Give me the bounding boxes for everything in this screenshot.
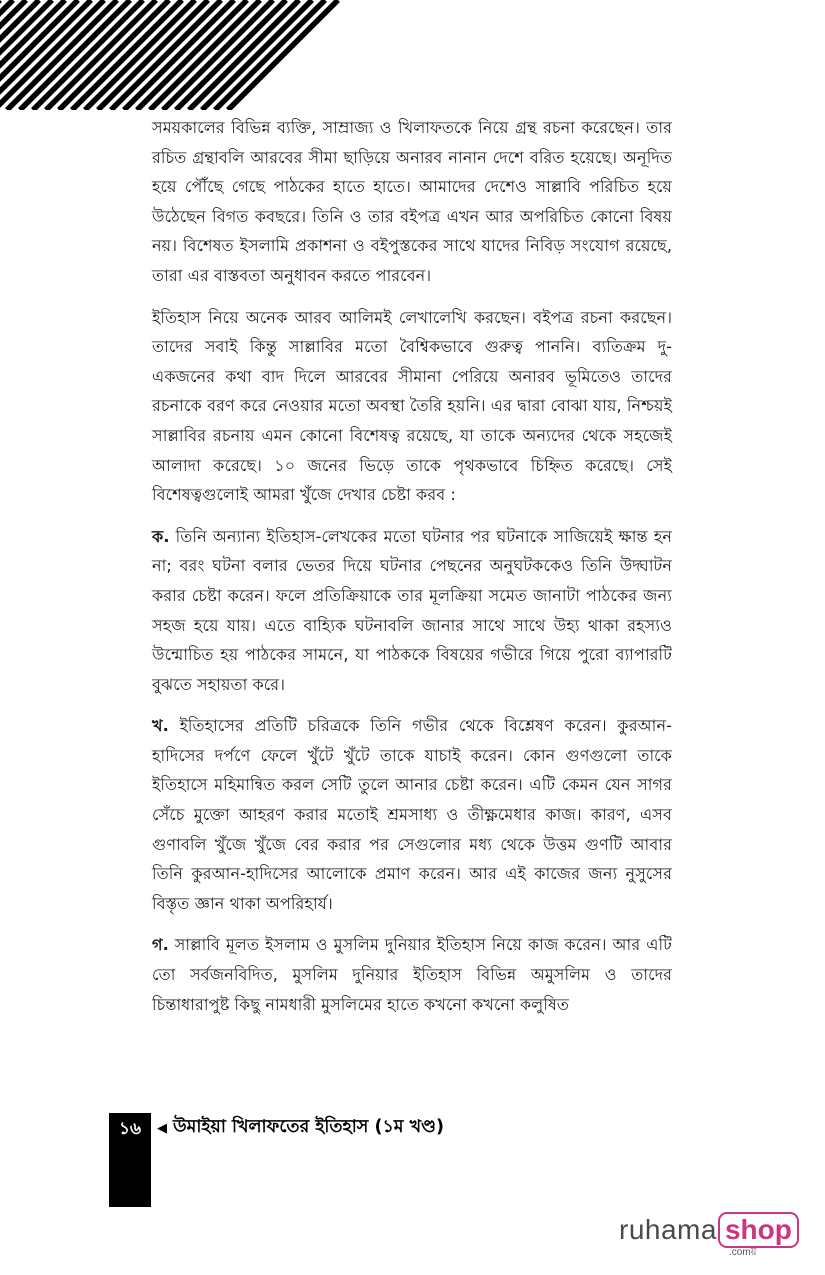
book-title: উমাইয়া খিলাফতের ইতিহাস (১ম খণ্ড) xyxy=(173,1117,444,1137)
paragraph-ga xyxy=(152,930,672,1019)
body-text xyxy=(152,113,672,1031)
running-footer xyxy=(157,1114,444,1143)
paragraph-ka xyxy=(152,522,672,700)
paragraph-kha-text: ইতিহাসের প্রতিটি চরিত্রকে তিনি গভীর থেকে বিশ্লেষণ করেন। কুরআন-হাদিসের দর্পণে ফেলে খুঁটে খুঁটে তাকে যাচাই করেন। কোন গুণগুলো তাকে ইতিহাসে মহিমান্বিত করল সেটি তুলে আনার চেষ্টা করেন। এটি কেমন যেন সাগর সেঁচে মুক্তো আহরণ করার মতোই শ্রমসাধ্য ও তীক্ষ্ণমেধার কাজ। কারণ, এসব গুণাবলি খুঁজে খুঁজে বের করার পর সেগুলোর মধ্য থেকে উত্তম গুণটি আবার তিনি কুরআন-হাদিসের আলোকে প্রমাণ করেন। আর এই কাজের জন্য নুসুসের বিস্তৃত জ্ঞান থাকা অপরিহার্য। xyxy=(152,716,672,913)
paragraph-ka-label: ক. xyxy=(152,526,170,546)
paragraph-kha-label: খ. xyxy=(152,716,169,736)
paragraph-ga-text: সাল্লাবি মূলত ইসলাম ও মুসলিম দুনিয়ার ইতিহাস নিয়ে কাজ করেন। আর এটি তো সর্বজনবিদিত, মুসলিম দুনিয়ার ইতিহাস বিভিন্ন অমুসলিম ও তাদের চিন্তাধারাপুষ্ট কিছু নামধারী মুসলিমের হাতে কখনো কখনো কলুষিত xyxy=(152,935,672,1014)
paragraph-2 xyxy=(152,303,672,510)
logo-domain: .comয় xyxy=(729,1247,757,1258)
paragraph-1-text: সময়কালের বিভিন্ন ব্যক্তি, সাম্রাজ্য ও খিলাফতকে নিয়ে গ্রন্থ রচনা করেছেন। তার রচিত গ্রন্থাবলি আরবের সীমা ছাড়িয়ে অনারব নানান দেশে বরিত হয়েছে। অনূদিত হয়ে পৌঁছে গেছে পাঠকের হাতে হাতে। আমাদের দেশেও সাল্লাবি পরিচিত হয়ে উঠেছেন বিগত কবছরে। তিনি ও তার বইপত্র এখন আর অপরিচিত কোনো বিষয় নয়। বিশেষত ইসলামি প্রকাশনা ও বইপুস্তকের সাথে যাদের নিবিড় সংযোগ রয়েছে, তারা এর বাস্তবতা অনুধাবন করতে পারবেন। xyxy=(152,118,672,285)
page-number: ১৬ xyxy=(118,1119,142,1139)
logo-text-ruhama: ruhama xyxy=(619,1214,717,1245)
triangle-left-icon: ◀ xyxy=(157,1121,167,1136)
paragraph-2-text: ইতিহাস নিয়ে অনেক আরব আলিমই লেখালেখি করছেন। বইপত্র রচনা করছেন। তাদের সবাই কিন্তু সাল্লাবির মতো বৈশ্বিকভাবে গুরুত্ব পাননি। ব্যতিক্রম দু-একজনের কথা বাদ দিলে আরবের সীমানা পেরিয়ে অনারব ভূমিতেও তাদের রচনাকে বরণ করে নেওয়ার মতো অবস্থা তৈরি হয়নি। এর দ্বারা বোঝা যায়, নিশ্চয়ই সাল্লাবির রচনায় এমন কোনো বিশেষত্ব রয়েছে, যা তাকে অন্যদের থেকে সহজেই আলাদা করেছে। ১০ জনের ভিড়ে তাকে পৃথকভাবে চিহ্নিত করেছে। সেই বিশেষত্বগুলোই আমরা খুঁজে দেখার চেষ্টা করব : xyxy=(152,307,672,505)
ruhamashop-logo xyxy=(619,1212,799,1248)
paragraph-1 xyxy=(152,113,672,291)
paragraph-ga-label: গ. xyxy=(152,935,169,955)
logo-text-shop: shop xyxy=(718,1212,799,1248)
diagonal-stripes-decoration xyxy=(0,0,345,110)
paragraph-kha xyxy=(152,711,672,918)
paragraph-ka-text: তিনি অন্যান্য ইতিহাস-লেখকের মতো ঘটনার পর ঘটনাকে সাজিয়েই ক্ষান্ত হন না; বরং ঘটনা বলার ভেতর দিয়ে ঘটনার পেছনের অনুঘটককেও তিনি উদ্ঘাটন করার চেষ্টা করেন। ফলে প্রতিক্রিয়াকে তার মূলক্রিয়া সমেত জানাটা পাঠকের জন্য সহজ হয়ে যায়। এতে বাহ্যিক ঘটনাবলি জানার সাথে সাথে উহ্য থাকা রহস্যও উন্মোচিত হয় পাঠকের সামনে, যা পাঠককে বিষয়ের গভীরে গিয়ে পুরো ব্যাপারটি বুঝতে সহায়তা করে। xyxy=(152,526,672,694)
